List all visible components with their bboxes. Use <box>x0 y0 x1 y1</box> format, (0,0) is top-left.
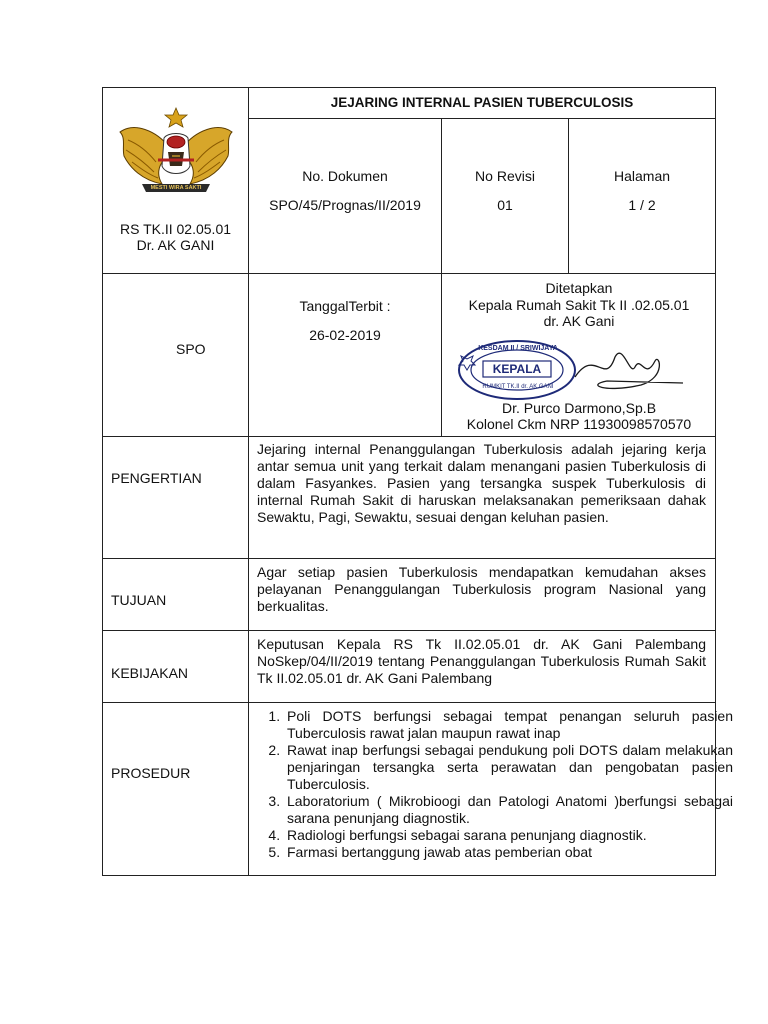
tujuan-label: TUJUAN <box>111 592 167 608</box>
kebijakan-text: Keputusan Kepala RS Tk II.02.05.01 dr. AK Gani Palembang NoSkep/04/II/2019 tentang Penanggulangan Tuberkulosis Rumah Sakit Tk II.02.05.01 dr. AK Gani Palembang <box>257 636 706 686</box>
doc-number-label: No. Dokumen <box>302 168 388 184</box>
hospital-name-line2: Dr. AK GANI <box>136 237 215 253</box>
revision-label: No Revisi <box>475 168 535 184</box>
signature-mark <box>575 353 683 388</box>
logo-banner-text: MESTI WIRA SAKTI <box>150 185 202 191</box>
prosedur-item: 1. Poli DOTS berfungsi sebagai tempat penangan seluruh pasien Tuberculosis rawat jalan maupun rawat inap <box>284 708 733 742</box>
approval-line3: dr. AK Gani <box>543 313 615 329</box>
page-label: Halaman <box>613 168 671 184</box>
page-value: 1 / 2 <box>628 197 656 213</box>
issue-date-value: 26-02-2019 <box>309 327 381 343</box>
hospital-name-line1: RS TK.II 02.05.01 <box>119 221 232 237</box>
kebijakan-label: KEBIJAKAN <box>111 665 189 681</box>
doc-number-value: SPO/45/Prognas/II/2019 <box>269 197 421 213</box>
stamp-center-text: KEPALA <box>492 362 542 376</box>
prosedur-label: PROSEDUR <box>111 765 191 781</box>
pengertian-label: PENGERTIAN <box>111 470 202 486</box>
signer-rank: Kolonel Ckm NRP 11930098570570 <box>466 416 692 432</box>
prosedur-list <box>258 708 733 861</box>
tujuan-text: Agar setiap pasien Tuberkulosis mendapatkan kemudahan akses pelayanan Penanggulangan Tuberkulosis program Nasional yang berkualitas. <box>257 564 706 614</box>
approval-line2: Kepala Rumah Sakit Tk II .02.05.01 <box>468 297 690 313</box>
issue-date-label: TanggalTerbit : <box>299 298 391 314</box>
stamp-top-text: KESDAM II / SRIWIJAYA <box>478 345 558 352</box>
revision-value: 01 <box>497 197 513 213</box>
pengertian-text: Jejaring internal Penanggulangan Tuberkulosis adalah jejaring kerja antar semua unit yang terkait dalam menangani pasien Tuberkulosis di dalam Fasyankes. Pasien yang tersangka suspek Tuberkulosis di internal Rumah Sakit di haruskan melaksanakan pemeriksaan dahak Sewaktu, Pagi, Sewaktu, sesuai dengan keluhan pasien. <box>257 441 706 525</box>
document-title: JEJARING INTERNAL PASIEN TUBERCULOSIS <box>330 95 634 110</box>
prosedur-item: 4. Radiologi berfungsi sebagai sarana penunjang diagnostik. <box>284 827 733 844</box>
prosedur-item: 5. Farmasi bertanggung jawab atas pemberian obat <box>284 844 733 861</box>
prosedur-item: 3. Laboratorium ( Mikrobioogi dan Patologi Anatomi )berfungsi sebagai sarana penunjang diagnostik. <box>284 793 733 827</box>
signer-name: Dr. Purco Darmono,Sp.B <box>501 400 657 416</box>
hospital-logo <box>112 104 240 198</box>
approval-line1: Ditetapkan <box>545 280 613 296</box>
prosedur-item: 2. Rawat inap berfungsi sebagai pendukung poli DOTS dalam melakukan penjaringan tersangka serta perawatan dan pengobatan pasien Tuberculosis. <box>284 742 733 793</box>
spo-label: SPO <box>176 341 206 357</box>
official-stamp <box>455 337 685 403</box>
stamp-bottom-text: RUMKIT TK.II dr. AK GANI <box>482 384 554 390</box>
